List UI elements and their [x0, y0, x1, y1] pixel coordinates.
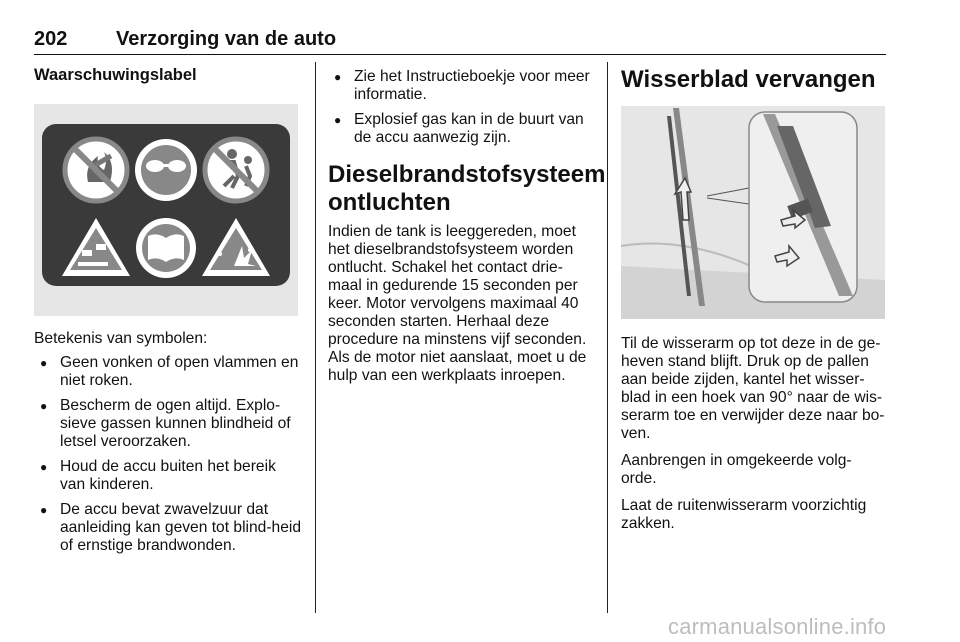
wiper-step-2: Aanbrengen in omgekeerde volg-orde.	[621, 452, 852, 487]
heading-line: Dieselbrandstofsysteem	[328, 161, 606, 188]
warning-continued-list	[328, 68, 594, 147]
section-heading-wiper: Wisserblad vervangen	[621, 66, 876, 93]
wiper-illustration	[621, 106, 885, 319]
section-heading-warning-label: Waarschuwingslabel	[34, 66, 197, 84]
heading-line: ontluchten	[328, 189, 451, 216]
warning-label-figure	[34, 104, 298, 316]
column-divider-2	[607, 62, 608, 613]
page-header	[34, 26, 886, 55]
section-heading-diesel	[328, 161, 606, 217]
watermark-text: carmanualsonline.info	[668, 614, 887, 639]
manual-book-icon	[136, 218, 196, 278]
wiper-step-1: Til de wisserarm op tot deze in de ge-heven stand blijft. Druk op de pallen aan beide zijden, kantel het wisser-blad in een hoek van 90° naar de wis-serarm toe en verwijder deze naar bo-ven.	[621, 335, 885, 442]
list-item: ● Houd de accu buiten het bereik van kinderen.	[34, 458, 302, 494]
middle-column	[328, 62, 606, 385]
diesel-body: Indien de tank is leeggereden, moet het dieselbrandstofsysteem worden ontlucht. Schakel het contact drie-maal in gedurende 15 seconden per keer. Motor vervolgens maximaal 40 seconden starten. Herhaal deze procedure na minstens vijf seconden. Als de motor niet aanslaat, moet u de hulp van een werkplaats inroepen.	[328, 223, 587, 384]
keep-children-away-icon	[205, 139, 267, 201]
warning-label-illustration	[34, 104, 298, 316]
symbols-list	[34, 354, 302, 555]
column-divider-1	[315, 62, 316, 613]
right-column	[621, 62, 886, 533]
no-fire-icon	[65, 139, 127, 201]
list-item: ● Zie het Instructieboekje voor meer informatie.	[328, 68, 594, 104]
list-item: ● De accu bevat zwavelzuur dat aanleiding kan geven tot blind-heid of ernstige brandwonden.	[34, 501, 302, 555]
page-number: 202	[34, 28, 68, 50]
page-title: Verzorging van de auto	[116, 28, 337, 50]
left-column	[34, 62, 302, 562]
eye-protection-icon	[135, 139, 197, 201]
wiper-step-3: Laat de ruitenwisserarm voorzichtig zakken.	[621, 497, 867, 532]
symbols-intro: Betekenis van symbolen:	[34, 330, 208, 347]
detail-inset	[749, 112, 857, 302]
list-item: ● Geen vonken of open vlammen en niet roken.	[34, 354, 302, 390]
wiper-figure	[621, 106, 885, 319]
list-item: ● Bescherm de ogen altijd. Explo-sieve gassen kunnen blindheid of letsel veroorzaken.	[34, 397, 302, 451]
list-item: ● Explosief gas kan in de buurt van de accu aanwezig zijn.	[328, 111, 594, 147]
